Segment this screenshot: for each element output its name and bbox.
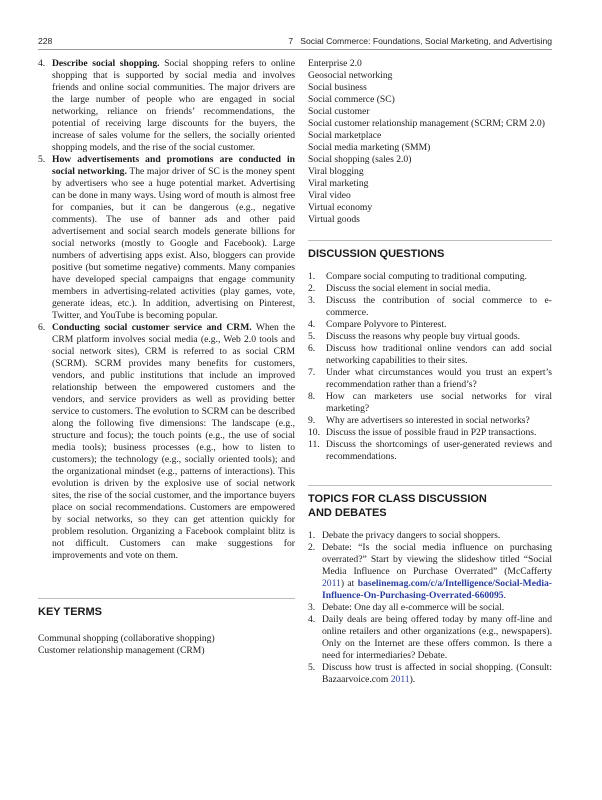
topic-item <box>308 662 552 686</box>
item-body: The major driver of SC is the money spent by advertisers who see a huge potential market. Advertising can be done in many ways. Using word of mouth is almost free for companies, but it can be dangerous (e.g., negative comments). The use of banner ads and other paid advertisement and social search models generate billions for social networks (mostly to Google and Facebook). Large numbers of advertising apps exist. Also, bloggers can provide positive (but sometime negative) comments. Many companies have developed special campaigns that engage community members in advertising-related activities (play games, vote, generate ideas, etc.). In addition, advertising on Pinterest, Twitter, and YouTube is becoming popular. <box>52 166 295 321</box>
topic-text: ) at <box>340 578 358 589</box>
key-terms-list-right <box>308 58 552 226</box>
topic-text: . <box>503 590 506 601</box>
summary-list <box>38 58 295 562</box>
key-term: Virtual goods <box>308 214 360 225</box>
key-term: Social media marketing (SMM) <box>308 142 431 153</box>
key-term: Viral marketing <box>308 178 369 189</box>
topic-number: 3. <box>308 602 316 613</box>
topic-item <box>308 542 552 602</box>
item-number: 5. <box>38 154 46 165</box>
question-text: Discuss how traditional online vendors can add social networking capabilities to their sites. <box>326 343 552 366</box>
topic-text: Discuss how trust is affected in social shopping. (Consult: Bazaarvoice.com <box>322 662 552 685</box>
topics-heading <box>308 485 552 520</box>
question-number: 6. <box>308 343 316 354</box>
citation-year-link[interactable]: 2011 <box>390 674 410 685</box>
question-text: Discuss the shortcomings of user-generated reviews and recommendations. <box>326 439 552 462</box>
topic-text: Daily deals are being offered today by many off-line and online retailers and other organizations (e.g., newspapers). Only on the Internet are these offers common. Is there a need for intermediaries? Debate. <box>322 614 552 661</box>
key-term: Social customer <box>308 106 370 117</box>
question-number: 10. <box>308 427 320 438</box>
question-text: Compare Polyvore to Pinterest. <box>326 319 447 330</box>
key-term: Viral blogging <box>308 166 364 177</box>
question-text: How can marketers use social networks for viral marketing? <box>326 391 552 414</box>
header-rule <box>38 49 552 50</box>
question-item <box>308 439 552 463</box>
question-item <box>308 295 552 319</box>
key-term: Viral video <box>308 190 351 201</box>
question-text: Discuss the issue of possible fraud in P2P transactions. <box>326 427 537 438</box>
question-item <box>308 271 552 283</box>
url-link[interactable]: baselinemag.com/c/a/Intelligence/Social-Media-Influence-On-Purchasing-Overrated-660095 <box>322 578 552 601</box>
key-term: Social business <box>308 82 367 93</box>
item-title: Describe social shopping. <box>52 58 160 69</box>
question-item <box>308 427 552 439</box>
topics-list <box>308 530 552 686</box>
item-body: When the CRM platform involves social media (e.g., Web 2.0 tools and social network sites), CRM is referred to as social CRM (SCRM). SCRM provides many benefits for customers, vendors, and public institutions that include an improved relationship between the empowered customers and the vendors, and service providers as well as providing better service to customers. The evolution to SCRM can be described along the following five dimensions: The landscape (e.g., structure and focus); the touch points (e.g., the use of social media tools); business processes (e.g., how to listen to customers); the technology (e.g., socially oriented tools); and the organizational mindset (e.g., patterns of interactions). This evolution is driven by the explosive use of social network sites, the rise of the social customer, and the importance buyers place on social recommendations. Customers are empowered by social networks, so they can get attention quickly for problem resolution. Organizing a Facebook complaint blitz is not difficult. Customers can make suggestions for improvements and vote on them. <box>52 322 295 561</box>
key-term: Enterprise 2.0 <box>308 58 362 69</box>
discussion-questions-heading: DISCUSSION QUESTIONS <box>308 240 552 261</box>
topic-number: 4. <box>308 614 316 625</box>
question-number: 2. <box>308 283 316 294</box>
question-item <box>308 319 552 331</box>
topic-text: Debate: “Is the social media influence on purchasing overrated?” Start by viewing the slideshow titled “Social Media Influence on Purchase Overrated” (McCafferty <box>322 542 552 577</box>
question-text: Under what circumstances would you trust an expert’s recommendation rather than a friend’s? <box>326 367 552 390</box>
left-column <box>38 58 295 657</box>
question-text: Compare social computing to traditional computing. <box>326 271 527 282</box>
key-term: Customer relationship management (CRM) <box>38 645 205 656</box>
question-text: Discuss the social element in social media. <box>326 283 491 294</box>
question-item <box>308 391 552 415</box>
topic-text: Debate the privacy dangers to social shoppers. <box>322 530 501 541</box>
question-item <box>308 343 552 367</box>
topic-text: Debate: One day all e-commerce will be social. <box>322 602 505 613</box>
summary-item <box>38 322 295 562</box>
question-number: 7. <box>308 367 316 378</box>
question-text: Discuss the contribution of social commerce to e-commerce. <box>326 295 552 318</box>
item-title: Conducting social customer service and CRM. <box>52 322 252 333</box>
question-number: 3. <box>308 295 316 306</box>
page-number: 228 <box>38 36 53 46</box>
topic-number: 2. <box>308 542 316 553</box>
topics-heading-line: TOPICS FOR CLASS DISCUSSION <box>308 493 487 505</box>
running-title: 7 Social Commerce: Foundations, Social Marketing, and Advertising <box>288 36 552 46</box>
topic-item <box>308 530 552 542</box>
item-number: 4. <box>38 58 46 69</box>
question-item <box>308 415 552 427</box>
key-terms-heading: KEY TERMS <box>38 598 295 619</box>
question-number: 1. <box>308 271 316 282</box>
citation-year-link[interactable]: 2011 <box>322 578 341 589</box>
item-title: How advertisements and promotions are conducted in social networking. <box>52 154 295 177</box>
question-number: 11. <box>308 439 320 450</box>
topic-number: 1. <box>308 530 316 541</box>
question-number: 8. <box>308 391 316 402</box>
topic-text: ). <box>409 674 416 685</box>
question-text: Why are advertisers so interested in social networks? <box>326 415 530 426</box>
topic-number: 5. <box>308 662 316 673</box>
question-item <box>308 331 552 343</box>
question-item <box>308 283 552 295</box>
summary-item <box>38 154 295 322</box>
question-number: 4. <box>308 319 316 330</box>
question-item <box>308 367 552 391</box>
key-term: Geosocial networking <box>308 70 393 81</box>
question-number: 5. <box>308 331 316 342</box>
topics-heading-line: AND DEBATES <box>308 507 387 519</box>
topic-item <box>308 602 552 614</box>
question-text: Discuss the reasons why people buy virtual goods. <box>326 331 520 342</box>
topic-item <box>308 614 552 662</box>
key-term: Social commerce (SC) <box>308 94 395 105</box>
key-term: Communal shopping (collaborative shopping) <box>38 633 215 644</box>
right-column <box>308 58 552 686</box>
key-term: Social marketplace <box>308 130 382 141</box>
question-number: 9. <box>308 415 316 426</box>
key-term: Social customer relationship management (SCRM; CRM 2.0) <box>308 118 545 129</box>
summary-item <box>38 58 295 154</box>
item-number: 6. <box>38 322 46 333</box>
discussion-questions-list <box>308 271 552 463</box>
key-terms-list-left <box>38 633 295 657</box>
key-term: Social shopping (sales 2.0) <box>308 154 412 165</box>
key-term: Virtual economy <box>308 202 373 213</box>
item-body: Social shopping refers to online shopping that is supported by social media and involves friends and online social communities. The major drivers are the large number of people who are engaged in social networking, reliance on friends’ recommendations, the potential of receiving large discounts for the buyers, the increase of sales volume for the sellers, the socially oriented shopping models, and the rise of the social customer. <box>52 58 295 153</box>
